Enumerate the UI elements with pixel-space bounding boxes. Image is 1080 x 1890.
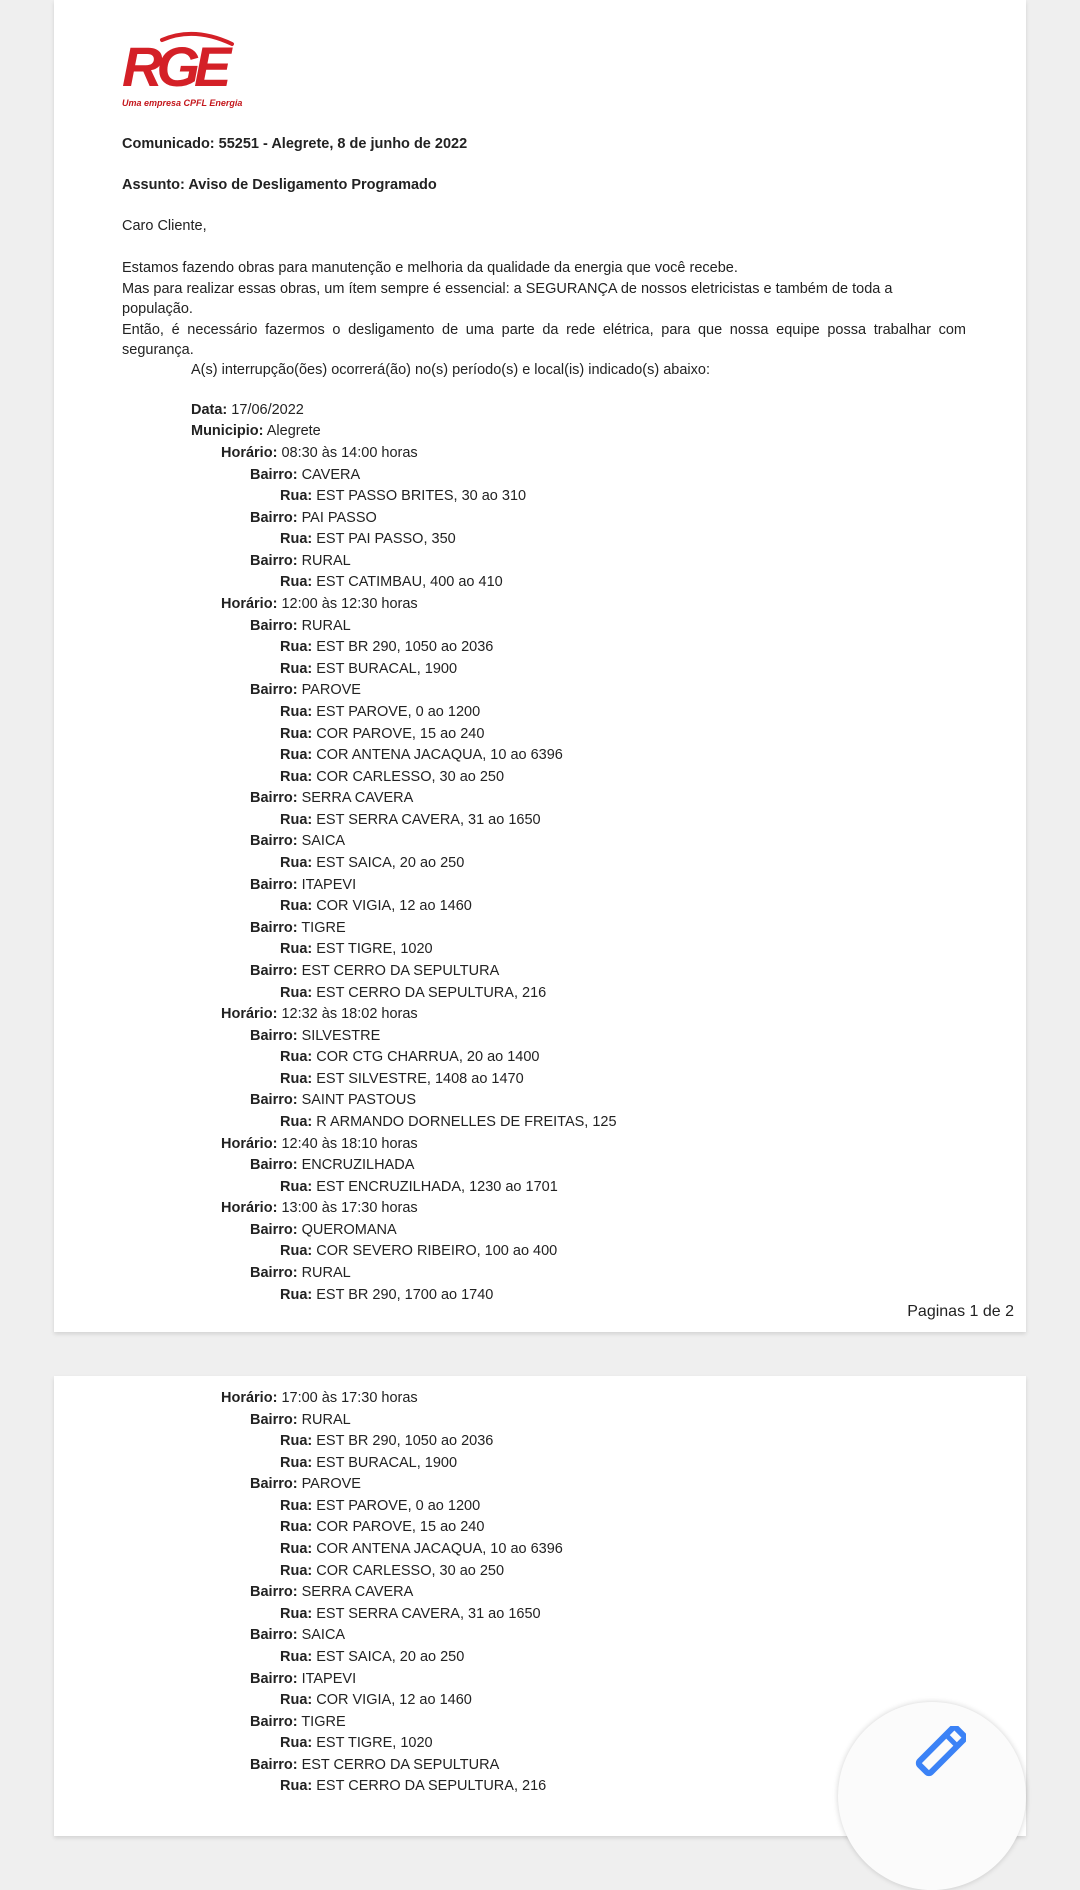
body-text-3: Então, é necessário fazermos o desligamento de uma parte da rede elétrica, para que nossa equipe possa trabalhar com segurança. — [122, 321, 966, 358]
rua-label: Rua: — [280, 1541, 313, 1558]
bairro-value: TIGRE — [301, 1713, 346, 1730]
bairro-row — [250, 1090, 416, 1110]
bairro-row — [250, 1263, 351, 1283]
rua-row — [280, 1517, 484, 1537]
bairro-label: Bairro: — [250, 1027, 298, 1044]
bairro-label: Bairro: — [250, 509, 298, 526]
rua-row — [280, 896, 472, 916]
rua-row — [280, 1285, 493, 1305]
rua-value: EST PASSO BRITES, 30 ao 310 — [316, 488, 527, 505]
rua-value: COR ANTENA JACAQUA, 10 ao 6396 — [316, 747, 563, 764]
horario-value: 17:00 às 17:30 horas — [281, 1390, 418, 1406]
rua-label: Rua: — [280, 1454, 313, 1471]
bairro-label: Bairro: — [250, 1584, 298, 1601]
rua-value: EST CATIMBAU, 400 ao 410 — [316, 574, 503, 591]
rua-row — [280, 1647, 464, 1667]
rua-label: Rua: — [280, 660, 313, 677]
horario-row — [221, 1388, 418, 1408]
rua-row — [280, 724, 484, 744]
rua-value: COR CTG CHARRUA, 20 ao 1400 — [316, 1049, 540, 1066]
rua-label: Rua: — [280, 811, 313, 828]
bairro-row — [250, 508, 377, 528]
horario-row — [221, 594, 418, 614]
rua-row — [280, 529, 456, 549]
data-label: Data: — [191, 402, 228, 418]
rua-row — [280, 637, 493, 657]
rua-value: EST PAI PASSO, 350 — [316, 531, 456, 548]
edit-button[interactable] — [838, 1702, 1026, 1890]
bairro-row — [250, 1474, 361, 1494]
rua-label: Rua: — [280, 1049, 313, 1066]
horario-label: Horário: — [221, 1390, 278, 1406]
rua-row — [280, 1112, 617, 1132]
bairro-value: PAI PASSO — [301, 509, 377, 526]
rua-value: EST SAICA, 20 ao 250 — [316, 855, 465, 872]
bairro-value: TIGRE — [301, 919, 346, 936]
rua-value: EST SILVESTRE, 1408 ao 1470 — [316, 1070, 524, 1087]
pencil-icon — [906, 1726, 966, 1786]
rua-row — [280, 572, 503, 592]
bairro-row — [250, 1410, 351, 1430]
rua-row — [280, 983, 546, 1003]
rua-value: EST BURACAL, 1900 — [316, 660, 458, 677]
horario-label: Horário: — [221, 1006, 278, 1023]
bairro-row — [250, 1625, 345, 1645]
rua-label: Rua: — [280, 1070, 313, 1087]
bairro-label: Bairro: — [250, 466, 298, 483]
bairro-value: RURAL — [301, 1265, 351, 1282]
rua-value: COR VIGIA, 12 ao 1460 — [316, 1692, 472, 1709]
bairro-label: Bairro: — [250, 1157, 298, 1174]
rua-label: Rua: — [280, 639, 313, 656]
body-paragraph — [122, 258, 966, 361]
horario-row — [221, 443, 418, 463]
bairro-label: Bairro: — [250, 1221, 298, 1238]
rua-label: Rua: — [280, 898, 313, 915]
horario-label: Horário: — [221, 1200, 278, 1217]
bairro-value: QUEROMANA — [301, 1221, 397, 1238]
body-text-1: Estamos fazendo obras para manutenção e melhoria da qualidade da energia que você recebe. — [122, 260, 738, 276]
bairro-label: Bairro: — [250, 552, 298, 569]
rua-row — [280, 1690, 472, 1710]
bairro-value: SERRA CAVERA — [301, 1584, 414, 1601]
bairro-row — [250, 788, 413, 808]
rua-label: Rua: — [280, 1778, 313, 1795]
rua-label: Rua: — [280, 1735, 313, 1752]
bairro-value: SAINT PASTOUS — [301, 1092, 416, 1109]
comunicado-line: Comunicado: 55251 - Alegrete, 8 de junho de 2022 — [122, 136, 468, 152]
bairro-label: Bairro: — [250, 1092, 298, 1109]
rua-value: EST PAROVE, 0 ao 1200 — [316, 703, 481, 720]
bairro-row — [250, 918, 346, 938]
logo-text: RGE — [122, 35, 226, 98]
rua-label: Rua: — [280, 855, 313, 872]
bairro-row — [250, 1582, 413, 1602]
rua-value: EST BR 290, 1050 ao 2036 — [316, 639, 494, 656]
document-page-1 — [54, 0, 1026, 1332]
rua-value: COR CARLESSO, 30 ao 250 — [316, 1562, 505, 1579]
rua-value: EST CERRO DA SEPULTURA, 216 — [316, 984, 547, 1001]
bairro-label: Bairro: — [250, 1756, 298, 1773]
rua-label: Rua: — [280, 984, 313, 1001]
rua-label: Rua: — [280, 1605, 313, 1622]
horario-label: Horário: — [221, 1135, 278, 1152]
bairro-value: PAROVE — [301, 682, 361, 699]
interruption-intro: A(s) interrupção(ões) ocorrerá(ão) no(s) período(s) e local(is) indicado(s) abaixo: — [191, 362, 710, 378]
logo-tagline: Uma empresa CPFL Energia — [122, 98, 243, 108]
rua-row — [280, 1453, 457, 1473]
rua-value: COR PAROVE, 15 ao 240 — [316, 1519, 485, 1536]
bairro-row — [250, 1026, 380, 1046]
bairro-label: Bairro: — [250, 1411, 298, 1428]
bairro-value: RURAL — [301, 617, 351, 634]
rua-value: COR SEVERO RIBEIRO, 100 ao 400 — [316, 1243, 558, 1260]
bairro-row — [250, 831, 345, 851]
horario-row — [221, 1134, 418, 1154]
bairro-value: SAICA — [301, 1627, 346, 1644]
rua-label: Rua: — [280, 1243, 313, 1260]
bairro-label: Bairro: — [250, 1627, 298, 1644]
rua-label: Rua: — [280, 1648, 313, 1665]
rua-value: EST BR 290, 1050 ao 2036 — [316, 1433, 494, 1450]
rge-logo-mark — [122, 28, 272, 98]
bairro-value: SERRA CAVERA — [301, 790, 414, 807]
rua-row — [280, 1241, 557, 1261]
bairro-value: SAICA — [301, 833, 346, 850]
rua-row — [280, 1047, 539, 1067]
rua-label: Rua: — [280, 1562, 313, 1579]
rua-row — [280, 659, 457, 679]
rua-row — [280, 939, 433, 959]
bairro-row — [250, 961, 499, 981]
rua-label: Rua: — [280, 531, 313, 548]
municipio-label: Municipio: — [191, 423, 264, 439]
bairro-row — [250, 1220, 397, 1240]
bairro-label: Bairro: — [250, 833, 298, 850]
rua-label: Rua: — [280, 747, 313, 764]
bairro-value: RURAL — [301, 1411, 351, 1428]
rua-value: EST SERRA CAVERA, 31 ao 1650 — [316, 1605, 541, 1622]
bairro-value: CAVERA — [301, 466, 361, 483]
rua-row — [280, 1496, 480, 1516]
bairro-row — [250, 616, 351, 636]
rua-row — [280, 1177, 558, 1197]
rua-label: Rua: — [280, 768, 313, 785]
rua-label: Rua: — [280, 941, 313, 958]
horario-value: 12:32 às 18:02 horas — [281, 1006, 418, 1023]
rua-label: Rua: — [280, 1113, 313, 1130]
rua-row — [280, 745, 563, 765]
body-text-2: Mas para realizar essas obras, um ítem sempre é essencial: a SEGURANÇA de nossos eletricistas e também de toda a população. — [122, 280, 893, 317]
horario-value: 08:30 às 14:00 horas — [281, 445, 418, 461]
bairro-row — [250, 680, 361, 700]
rua-label: Rua: — [280, 725, 313, 742]
rua-value: EST ENCRUZILHADA, 1230 ao 1701 — [316, 1178, 558, 1195]
rua-value: EST CERRO DA SEPULTURA, 216 — [316, 1778, 547, 1795]
bairro-label: Bairro: — [250, 790, 298, 807]
bairro-label: Bairro: — [250, 1476, 298, 1493]
bairro-label: Bairro: — [250, 1670, 298, 1687]
rua-row — [280, 853, 464, 873]
rua-row — [280, 1561, 504, 1581]
rua-value: EST TIGRE, 1020 — [316, 1735, 433, 1752]
horario-value: 12:00 às 12:30 horas — [281, 596, 418, 613]
rua-row — [280, 1431, 493, 1451]
bairro-value: EST CERRO DA SEPULTURA — [301, 1756, 500, 1773]
rua-value: EST BURACAL, 1900 — [316, 1454, 458, 1471]
bairro-row — [250, 465, 360, 485]
rua-value: COR CARLESSO, 30 ao 250 — [316, 768, 505, 785]
rua-value: R ARMANDO DORNELLES DE FREITAS, 125 — [316, 1113, 617, 1130]
bairro-label: Bairro: — [250, 876, 298, 893]
bairro-row — [250, 1712, 346, 1732]
bairro-row — [250, 1155, 414, 1175]
rua-value: EST SERRA CAVERA, 31 ao 1650 — [316, 811, 541, 828]
greeting: Caro Cliente, — [122, 218, 207, 234]
rua-label: Rua: — [280, 1178, 313, 1195]
rua-row — [280, 1776, 546, 1796]
rua-label: Rua: — [280, 1497, 313, 1514]
rua-value: EST TIGRE, 1020 — [316, 941, 433, 958]
rua-row — [280, 486, 526, 506]
bairro-label: Bairro: — [250, 1713, 298, 1730]
bairro-row — [250, 1669, 356, 1689]
horario-row — [221, 1004, 418, 1024]
rua-label: Rua: — [280, 1433, 313, 1450]
horario-label: Horário: — [221, 596, 278, 613]
rua-row — [280, 1069, 524, 1089]
rua-value: COR PAROVE, 15 ao 240 — [316, 725, 485, 742]
rua-row — [280, 1733, 433, 1753]
bairro-label: Bairro: — [250, 617, 298, 634]
page-indicator: Paginas 1 de 2 — [907, 1303, 1014, 1320]
rua-row — [280, 1604, 541, 1624]
rua-label: Rua: — [280, 488, 313, 505]
rua-value: EST PAROVE, 0 ao 1200 — [316, 1497, 481, 1514]
horario-row — [221, 1198, 418, 1218]
horario-value: 12:40 às 18:10 horas — [281, 1135, 418, 1152]
assunto-line: Assunto: Aviso de Desligamento Programado — [122, 177, 437, 193]
bairro-row — [250, 1755, 499, 1775]
rua-value: COR VIGIA, 12 ao 1460 — [316, 898, 472, 915]
rua-label: Rua: — [280, 1519, 313, 1536]
data-value: 17/06/2022 — [231, 402, 304, 418]
bairro-value: RURAL — [301, 552, 351, 569]
bairro-value: SILVESTRE — [301, 1027, 381, 1044]
rua-label: Rua: — [280, 574, 313, 591]
rua-value: EST BR 290, 1700 ao 1740 — [316, 1286, 494, 1303]
horario-label: Horário: — [221, 445, 278, 461]
bairro-value: EST CERRO DA SEPULTURA — [301, 962, 500, 979]
rua-label: Rua: — [280, 1286, 313, 1303]
rua-row — [280, 810, 541, 830]
bairro-value: ITAPEVI — [301, 1670, 357, 1687]
bairro-label: Bairro: — [250, 1265, 298, 1282]
bairro-row — [250, 875, 356, 895]
municipio-value: Alegrete — [266, 423, 321, 439]
bairro-label: Bairro: — [250, 919, 298, 936]
rua-value: EST SAICA, 20 ao 250 — [316, 1648, 465, 1665]
rua-row — [280, 767, 504, 787]
municipio-row — [191, 421, 321, 441]
bairro-value: ITAPEVI — [301, 876, 357, 893]
bairro-value: ENCRUZILHADA — [301, 1157, 415, 1174]
rua-label: Rua: — [280, 1692, 313, 1709]
horario-value: 13:00 às 17:30 horas — [281, 1200, 418, 1217]
bairro-label: Bairro: — [250, 682, 298, 699]
rua-row — [280, 1539, 563, 1559]
rua-value: COR ANTENA JACAQUA, 10 ao 6396 — [316, 1541, 563, 1558]
data-row — [191, 400, 304, 420]
bairro-row — [250, 551, 351, 571]
bairro-label: Bairro: — [250, 962, 298, 979]
bairro-value: PAROVE — [301, 1476, 361, 1493]
rua-row — [280, 702, 480, 722]
rua-label: Rua: — [280, 703, 313, 720]
